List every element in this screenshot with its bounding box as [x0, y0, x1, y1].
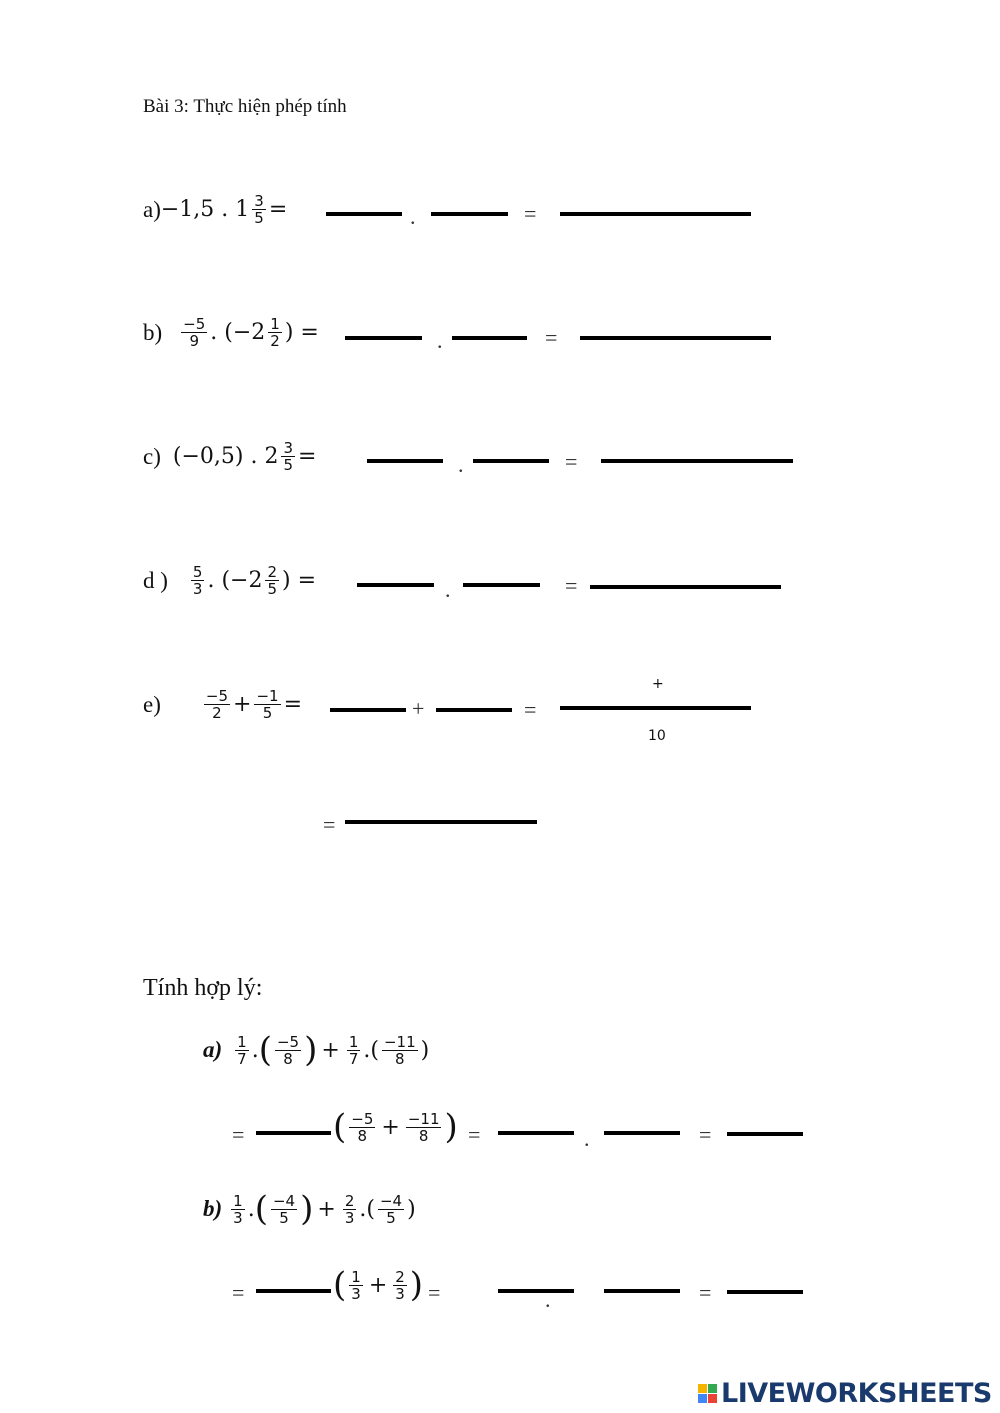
dot-sign: .	[545, 1287, 551, 1312]
fraction: $\frac{-5}{8}$	[351, 1109, 374, 1145]
problem-b-tail: ) =	[284, 320, 319, 345]
problem-b-mid: . (−2	[210, 320, 266, 345]
logo-square	[698, 1394, 707, 1403]
fraction: $\frac{-5}{9}$	[183, 315, 206, 350]
fraction: $\frac{-5}{2}$	[205, 687, 228, 722]
fraction: $\frac{5}{3}$	[192, 563, 203, 598]
equals-sign: =	[524, 201, 537, 226]
right-paren: )	[444, 1107, 458, 1147]
fraction: $\frac{3}{5}$	[283, 439, 293, 474]
plus-sign: +	[233, 692, 252, 717]
reasonable-b-label: b)	[203, 1196, 223, 1221]
equals-sign: =	[565, 449, 578, 474]
equals-sign: =	[699, 1280, 712, 1305]
equals-sign: =	[468, 1122, 481, 1147]
answer-blank[interactable]	[345, 820, 537, 824]
dot-sign: .	[458, 452, 464, 477]
denominator-value: 10	[648, 728, 666, 744]
fraction: $\frac{-11}{8}$	[383, 1032, 416, 1068]
equals-sign: =	[323, 812, 336, 837]
exercise-title: Bài 3: Thực hiện phép tính	[143, 96, 347, 117]
right-paren: )	[300, 1189, 314, 1229]
equals-sign: =	[232, 1122, 245, 1147]
problem-e-label: e)	[143, 691, 161, 717]
plus-sign: +	[321, 1037, 340, 1063]
answer-blank[interactable]	[256, 1131, 331, 1135]
problem-c-lead: (−0,5) . 2	[172, 444, 279, 469]
left-paren: (	[254, 1189, 268, 1229]
dot-sign: .	[363, 1037, 371, 1063]
equals-sign: =	[524, 697, 537, 722]
answer-blank[interactable]	[560, 212, 751, 216]
answer-blank[interactable]	[498, 1289, 574, 1293]
answer-blank[interactable]	[590, 585, 781, 589]
answer-blank[interactable]	[326, 212, 402, 216]
answer-blank[interactable]	[463, 583, 540, 587]
answer-blank[interactable]	[601, 459, 793, 463]
fraction: $\frac{1}{2}$	[270, 315, 280, 350]
problem-c-label: c)	[143, 443, 161, 469]
problem-a-label: a)	[143, 196, 161, 222]
answer-blank[interactable]	[357, 583, 434, 587]
numerator-plus-sign: +	[652, 676, 664, 692]
left-paren: (	[366, 1196, 375, 1222]
logo-grid-icon	[698, 1384, 717, 1403]
dot-sign: .	[247, 1196, 255, 1222]
plus-sign: +	[368, 1272, 388, 1298]
fraction: $\frac{-4}{5}$	[272, 1191, 296, 1227]
problem-b-label: b)	[143, 319, 163, 345]
section-title: Tính hợp lý:	[143, 975, 263, 1001]
left-paren: (	[370, 1037, 379, 1063]
fraction: $\frac{2}{3}$	[395, 1267, 405, 1303]
reasonable-b-expression	[203, 1189, 416, 1229]
plus-sign: +	[317, 1196, 336, 1222]
answer-blank[interactable]	[345, 336, 422, 340]
plus-sign: +	[412, 696, 425, 721]
logo-text: LIVEWORKSHEETS	[721, 1378, 992, 1409]
problem-d-expression	[143, 564, 316, 597]
equals-sign: =	[232, 1280, 245, 1305]
fraction: $\frac{1}{7}$	[348, 1032, 359, 1068]
fraction: $\frac{-11}{8}$	[407, 1109, 440, 1145]
equals-sign: =	[298, 444, 317, 469]
problem-a-expression	[143, 193, 287, 226]
equals-sign: =	[545, 325, 558, 350]
logo-square	[708, 1394, 717, 1403]
problem-b-expression	[143, 316, 319, 349]
reasonable-a-step	[333, 1107, 458, 1147]
problem-c-expression	[143, 440, 316, 473]
reasonable-b-step	[333, 1265, 424, 1305]
plus-sign: +	[381, 1114, 400, 1140]
problem-a-lead: −1,5 . 1	[160, 197, 250, 222]
answer-blank[interactable]	[473, 459, 549, 463]
problem-e-expression	[143, 688, 302, 721]
left-paren: (	[258, 1030, 272, 1070]
fraction: $\frac{-5}{8}$	[276, 1032, 300, 1068]
right-paren: )	[304, 1030, 318, 1070]
answer-blank[interactable]	[330, 708, 406, 712]
dot-sign: .	[251, 1037, 259, 1063]
liveworksheets-logo[interactable]	[698, 1378, 992, 1409]
fraction: $\frac{1}{3}$	[233, 1191, 243, 1227]
right-paren: )	[420, 1037, 430, 1063]
equals-sign: =	[268, 197, 288, 222]
dot-sign: .	[584, 1126, 590, 1151]
fraction: $\frac{-4}{5}$	[379, 1191, 403, 1227]
fraction: $\frac{3}{5}$	[254, 192, 264, 227]
answer-blank[interactable]	[431, 212, 508, 216]
answer-blank[interactable]	[727, 1132, 803, 1136]
equals-sign: =	[699, 1122, 712, 1147]
fraction: $\frac{2}{3}$	[344, 1191, 355, 1227]
fraction: $\frac{-1}{5}$	[256, 687, 279, 722]
answer-blank[interactable]	[580, 336, 771, 340]
reasonable-a-expression	[203, 1030, 430, 1070]
answer-blank[interactable]	[452, 336, 527, 340]
right-paren: )	[407, 1196, 416, 1222]
dot-sign: .	[437, 328, 443, 353]
left-paren: (	[333, 1265, 347, 1305]
equals-sign: =	[283, 692, 302, 717]
equals-sign: =	[565, 573, 578, 598]
dot-sign: .	[410, 204, 416, 229]
logo-square	[698, 1384, 707, 1393]
equals-sign: =	[428, 1280, 441, 1305]
fraction: $\frac{1}{7}$	[237, 1032, 247, 1068]
answer-blank[interactable]	[367, 459, 443, 463]
logo-square	[708, 1384, 717, 1393]
answer-blank[interactable]	[256, 1289, 331, 1293]
problem-d-mid: . (−2	[207, 568, 263, 593]
answer-blank[interactable]	[604, 1131, 680, 1135]
answer-blank[interactable]	[727, 1290, 803, 1294]
dot-sign: .	[359, 1196, 367, 1222]
answer-blank[interactable]	[498, 1131, 574, 1135]
fraction: $\frac{1}{3}$	[351, 1267, 361, 1303]
problem-d-tail: ) =	[282, 568, 317, 593]
left-paren: (	[333, 1107, 347, 1147]
right-paren: )	[409, 1265, 424, 1305]
answer-blank[interactable]	[604, 1289, 680, 1293]
dot-sign: .	[445, 577, 451, 602]
reasonable-a-label: a)	[203, 1037, 223, 1062]
answer-blank[interactable]	[560, 706, 751, 710]
answer-blank[interactable]	[436, 708, 512, 712]
fraction: $\frac{2}{5}$	[267, 563, 278, 598]
problem-d-label: d )	[143, 567, 168, 593]
